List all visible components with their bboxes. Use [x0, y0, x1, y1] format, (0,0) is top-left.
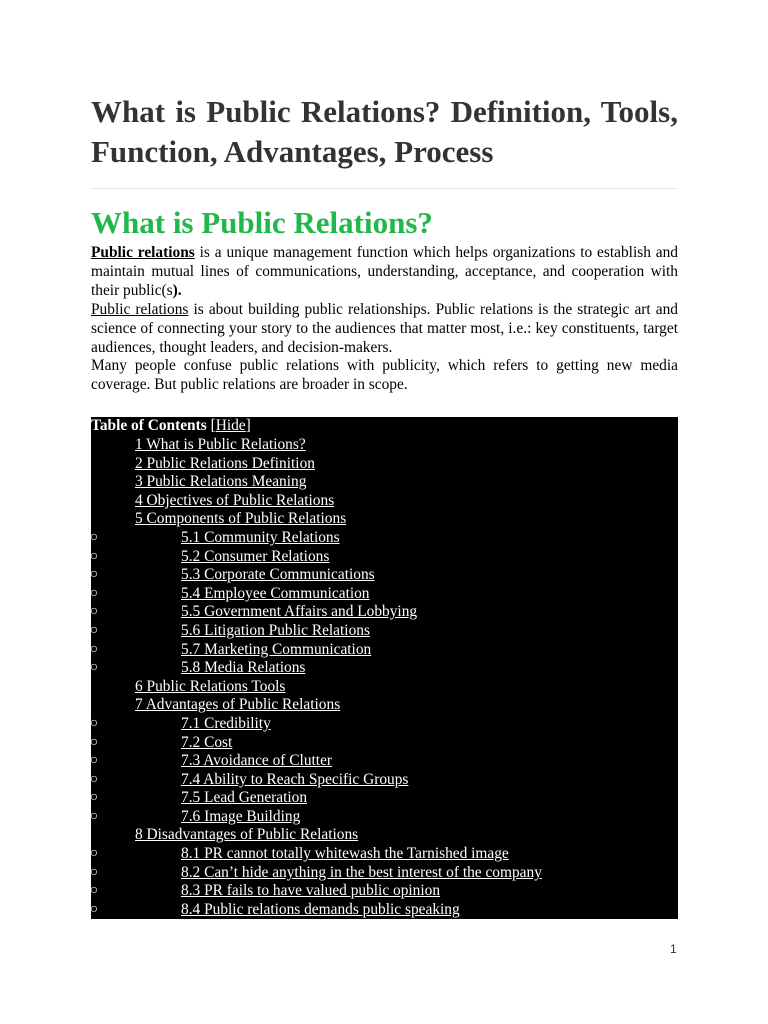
toc-item [91, 641, 678, 660]
toc-link[interactable]: 7.6 Image Building [181, 807, 301, 825]
toc-item [91, 659, 678, 678]
circle-bullet-icon: ○ [89, 753, 99, 769]
toc-link[interactable]: 5.5 Government Affairs and Lobbying [181, 603, 418, 621]
toc-bracket-open: [ [206, 417, 216, 434]
public-relations-link[interactable]: Public relations [91, 300, 189, 318]
circle-bullet-icon: ○ [89, 604, 99, 620]
bullet-icon: ● [67, 455, 77, 471]
title-divider [91, 188, 678, 189]
toc-link[interactable]: 4 Objectives of Public Relations [135, 491, 335, 509]
toc-item [67, 436, 678, 455]
toc-item [91, 529, 678, 548]
paragraph-2 [91, 301, 678, 358]
toc-link[interactable]: 1 What is Public Relations? [135, 436, 306, 453]
toc-link[interactable]: 5.7 Marketing Communication [181, 640, 372, 658]
circle-bullet-icon: ○ [89, 808, 99, 824]
toc-item [91, 585, 678, 604]
bullet-icon: ● [67, 827, 77, 843]
bullet-icon: ● [67, 437, 77, 452]
toc-bracket-close: ] [245, 417, 251, 434]
toc-link[interactable]: 8.3 PR fails to have valued public opinion [181, 882, 441, 900]
circle-bullet-icon: ○ [89, 790, 99, 806]
toc-item [91, 715, 678, 734]
toc-link[interactable]: 6 Public Relations Tools [135, 677, 286, 695]
toc-item [91, 864, 678, 883]
toc-title: Table of Contents [91, 417, 207, 434]
circle-bullet-icon: ○ [89, 529, 99, 545]
circle-bullet-icon: ○ [89, 734, 99, 750]
paragraph-1-end: ). [172, 281, 182, 299]
toc-link[interactable]: 5.4 Employee Communication [181, 584, 370, 602]
paragraph-2-text: is about building public relationships. Public relations is the strategic art and science of connecting your story to the audiences that matter most, i.e.: key constituents, target audiences, thought leaders, and decision-makers. [91, 300, 678, 356]
circle-bullet-icon: ○ [89, 901, 99, 917]
toc-hide-link[interactable]: Hide [215, 417, 246, 434]
circle-bullet-icon: ○ [89, 771, 99, 787]
toc-item [91, 548, 678, 567]
paragraph-3: Many people confuse public relations with publicity, which refers to getting new media coverage. But public relations are broader in scope. [91, 357, 678, 394]
circle-bullet-icon: ○ [89, 622, 99, 638]
circle-bullet-icon: ○ [89, 548, 99, 564]
toc-item [67, 826, 678, 845]
toc-item [67, 473, 678, 492]
bullet-icon: ● [67, 697, 77, 713]
toc-link[interactable]: 2 Public Relations Definition [135, 454, 315, 472]
bullet-icon: ● [67, 678, 77, 694]
circle-bullet-icon: ○ [89, 883, 99, 899]
toc-link[interactable]: 7.3 Avoidance of Clutter [181, 752, 333, 770]
circle-bullet-icon: ○ [89, 660, 99, 676]
toc-link[interactable]: 5.2 Consumer Relations [181, 547, 330, 565]
document-title: What is Public Relations? Definition, Tools, Function, Advantages, Process [91, 94, 678, 169]
toc-item [91, 771, 678, 790]
circle-bullet-icon: ○ [89, 715, 99, 731]
toc-link[interactable]: 7 Advantages of Public Relations [135, 696, 341, 714]
toc-link[interactable]: 7.1 Credibility [181, 714, 271, 732]
toc-item [67, 491, 678, 511]
table-of-contents [67, 417, 678, 919]
toc-item [91, 566, 678, 585]
circle-bullet-icon: ○ [89, 641, 99, 657]
toc-item [91, 603, 678, 622]
toc-item [91, 622, 678, 641]
circle-bullet-icon: ○ [89, 846, 99, 862]
toc-header [91, 417, 251, 436]
toc-link[interactable]: 7.2 Cost [181, 733, 233, 751]
toc-link[interactable]: 7.5 Lead Generation [181, 789, 308, 807]
toc-item [91, 901, 678, 920]
toc-link[interactable]: 5.3 Corporate Communications [181, 566, 375, 584]
circle-bullet-icon: ○ [89, 585, 99, 601]
toc-list [67, 436, 678, 919]
toc-item [91, 789, 678, 808]
toc-link[interactable]: 3 Public Relations Meaning [135, 473, 307, 491]
toc-link[interactable]: 8.1 PR cannot totally whitewash the Tarnished image [181, 845, 509, 863]
toc-item [67, 510, 678, 529]
circle-bullet-icon: ○ [89, 864, 99, 880]
paragraph-1-text: is a unique management function which helps organizations to establish and maintain mutual lines of communications, understanding, acceptance, and cooperation with their public(s [91, 244, 678, 299]
intro-text [91, 244, 678, 395]
toc-item [91, 734, 678, 753]
page-number: 1 [670, 942, 677, 956]
section-heading: What is Public Relations? [91, 205, 433, 240]
toc-link[interactable]: 5.6 Litigation Public Relations [181, 621, 370, 639]
toc-item [91, 752, 678, 771]
toc-item [91, 808, 678, 827]
toc-link[interactable]: 8 Disadvantages of Public Relations [135, 826, 359, 844]
toc-link[interactable]: 5.8 Media Relations [181, 659, 306, 677]
paragraph-1 [91, 244, 678, 301]
toc-link[interactable]: 8.4 Public relations demands public speaking [181, 900, 460, 918]
bullet-icon: ● [67, 492, 77, 508]
circle-bullet-icon: ○ [89, 567, 99, 583]
toc-item [67, 677, 678, 697]
toc-item [91, 882, 678, 901]
bullet-icon: ● [67, 511, 77, 527]
toc-link[interactable]: 8.2 Can’t hide anything in the best interest of the company [181, 863, 542, 881]
public-relations-link[interactable]: Public relations [91, 244, 195, 261]
toc-link[interactable]: 5 Components of Public Relations [135, 510, 347, 528]
toc-link[interactable]: 7.4 Ability to Reach Specific Groups [181, 770, 409, 788]
toc-item [91, 845, 678, 864]
toc-item [67, 454, 678, 474]
toc-item [67, 696, 678, 715]
toc-link[interactable]: 5.1 Community Relations [181, 528, 340, 546]
bullet-icon: ● [67, 474, 77, 490]
